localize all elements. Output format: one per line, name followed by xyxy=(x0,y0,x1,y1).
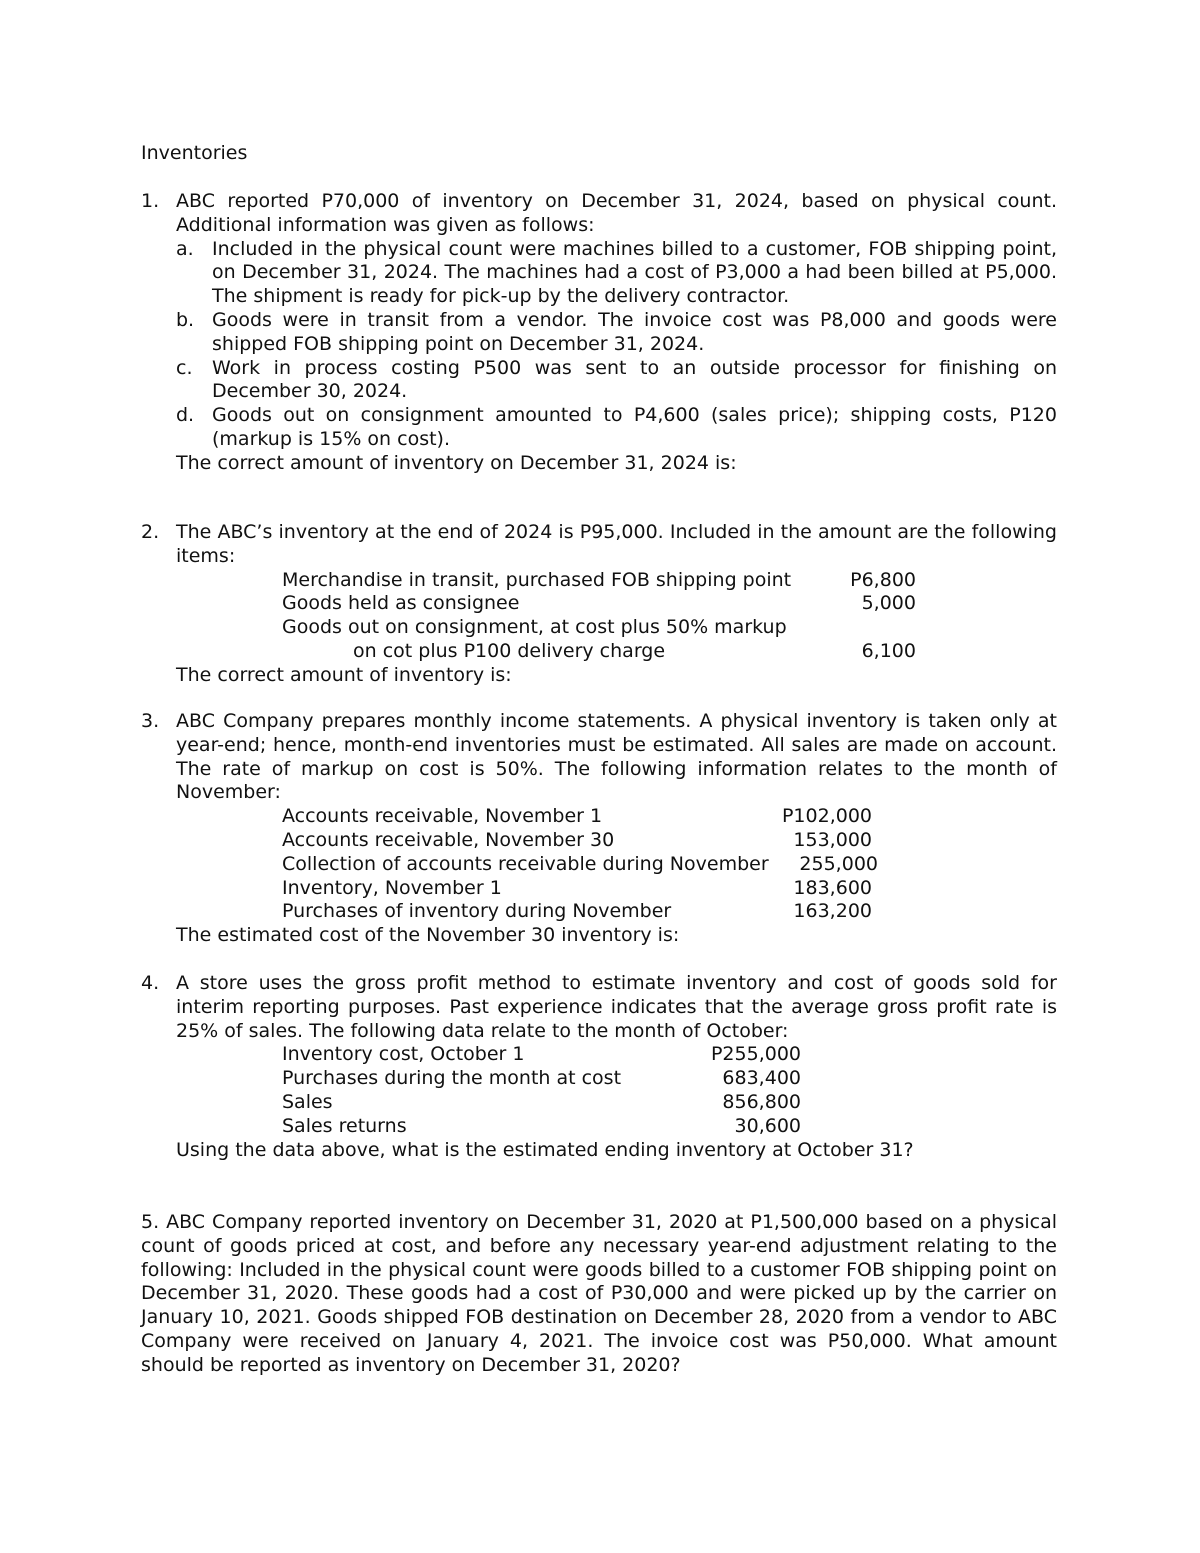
table-row xyxy=(141,1067,1057,1091)
question-3 xyxy=(141,710,1057,948)
row-description: Inventory, November 1 xyxy=(282,876,502,899)
list-item-text: Work in process costing P500 was sent to an outside processor for finishing on December 30, 2024. xyxy=(212,356,1057,403)
list-item-text: Goods were in transit from a vendor. The invoice cost was P8,000 and goods were shipped FOB shipping point on December 31, 2024. xyxy=(212,308,1057,355)
table-row xyxy=(141,569,1057,593)
question-number: 1. xyxy=(141,190,160,212)
row-description: Purchases during the month at cost xyxy=(282,1067,622,1090)
row-description: Goods held as consignee xyxy=(282,592,520,615)
table-row xyxy=(141,1043,1057,1067)
row-description: Sales returns xyxy=(282,1114,407,1137)
question-intro: A store uses the gross profit method to estimate inventory and cost of goods sold for interim reporting purposes. Past experience indicates that the average gross profit rate is 25% of sales. The following data relate to the month of October: xyxy=(176,972,1057,1042)
question-prompt: Using the data above, what is the estimated ending inventory at October 31? xyxy=(176,1138,914,1161)
table-row xyxy=(141,1115,1057,1139)
table-row xyxy=(141,877,1057,901)
row-description: Merchandise in transit, purchased FOB shipping point xyxy=(282,568,792,591)
row-amount: P255,000 xyxy=(710,1043,801,1066)
table-row xyxy=(141,616,1057,640)
question-5: 5. ABC Company reported inventory on December 31, 2020 at P1,500,000 based on a physical count of goods priced at cost, and before any necessary year-end adjustment relating to the following: Included in the physical count were goods billed to a customer FOB shipping point on December 31, 2020. These goods had a cost of P30,000 and were picked up by the carrier on January 10, 2021. Goods shipped FOB destination on December 28, 2020 from a vendor to ABC Company were received on January 4, 2021. The invoice cost was P50,000. What amount should be reported as inventory on December 31, 2020? xyxy=(141,1211,1057,1376)
table-row xyxy=(141,829,1057,853)
row-amount: 30,600 xyxy=(734,1114,801,1137)
table-row xyxy=(141,900,1057,924)
table-row xyxy=(141,853,1057,877)
row-amount: P6,800 xyxy=(850,568,916,591)
question-1 xyxy=(141,190,1057,476)
row-description: on cot plus P100 delivery charge xyxy=(353,639,666,662)
question-number: 2. xyxy=(141,521,160,543)
list-item xyxy=(141,309,1057,357)
question-number: 4. xyxy=(141,972,160,994)
question-prompt: The correct amount of inventory is: xyxy=(176,663,512,686)
list-item-label: a. xyxy=(176,237,194,260)
row-description: Accounts receivable, November 1 xyxy=(282,805,603,828)
row-description: Purchases of inventory during November xyxy=(282,900,672,923)
list-item-text: Goods out on consignment amounted to P4,600 (sales price); shipping costs, P120 (markup is 15% on cost). xyxy=(212,404,1057,450)
list-item xyxy=(141,238,1057,309)
row-amount: 856,800 xyxy=(722,1090,801,1113)
list-item xyxy=(141,404,1057,452)
table-row xyxy=(141,640,1057,664)
table-row xyxy=(141,1091,1057,1115)
question-intro: ABC Company prepares monthly income statements. A physical inventory is taken only at year-end; hence, month-end inventories must be estimated. All sales are made on account. The rate of markup on cost is 50%. The following information relates to the month of November: xyxy=(176,710,1057,804)
row-amount: 255,000 xyxy=(799,852,878,875)
row-description: Inventory cost, October 1 xyxy=(282,1043,525,1066)
document-title: Inventories xyxy=(141,142,248,164)
row-amount: 6,100 xyxy=(861,639,916,662)
list-item xyxy=(141,357,1057,405)
row-amount: 683,400 xyxy=(722,1067,801,1090)
row-description: Accounts receivable, November 30 xyxy=(282,828,615,851)
list-item-label: d. xyxy=(176,404,195,427)
question-prompt: The correct amount of inventory on December 31, 2024 is: xyxy=(176,451,737,474)
row-amount: 183,600 xyxy=(793,876,872,899)
table-row xyxy=(141,592,1057,616)
list-item-label: b. xyxy=(176,308,195,331)
list-item-text: Included in the physical count were machines billed to a customer, FOB shipping point, on December 31, 2024. The machines had a cost of P3,000 a had been billed at P5,000. The shipment is ready for pick-up by the delivery contractor. xyxy=(212,237,1057,308)
table-row xyxy=(141,805,1057,829)
question-intro: The ABC’s inventory at the end of 2024 is P95,000. Included in the amount are the following items: xyxy=(176,521,1057,567)
question-intro: ABC reported P70,000 of inventory on December 31, 2024, based on physical count. Additional information was given as follows: xyxy=(176,190,1057,236)
row-description: Sales xyxy=(282,1090,333,1113)
row-description: Goods out on consignment, at cost plus 50% markup xyxy=(282,616,787,639)
row-amount: 163,200 xyxy=(793,900,872,923)
question-prompt: The estimated cost of the November 30 inventory is: xyxy=(176,924,680,947)
question-4 xyxy=(141,972,1057,1162)
row-amount: P102,000 xyxy=(781,805,872,828)
question-number: 3. xyxy=(141,710,160,732)
list-item-label: c. xyxy=(176,356,193,379)
row-description: Collection of accounts receivable during November xyxy=(282,852,769,875)
question-2 xyxy=(141,521,1057,688)
row-amount: 5,000 xyxy=(861,592,916,615)
row-amount: 153,000 xyxy=(793,828,872,851)
